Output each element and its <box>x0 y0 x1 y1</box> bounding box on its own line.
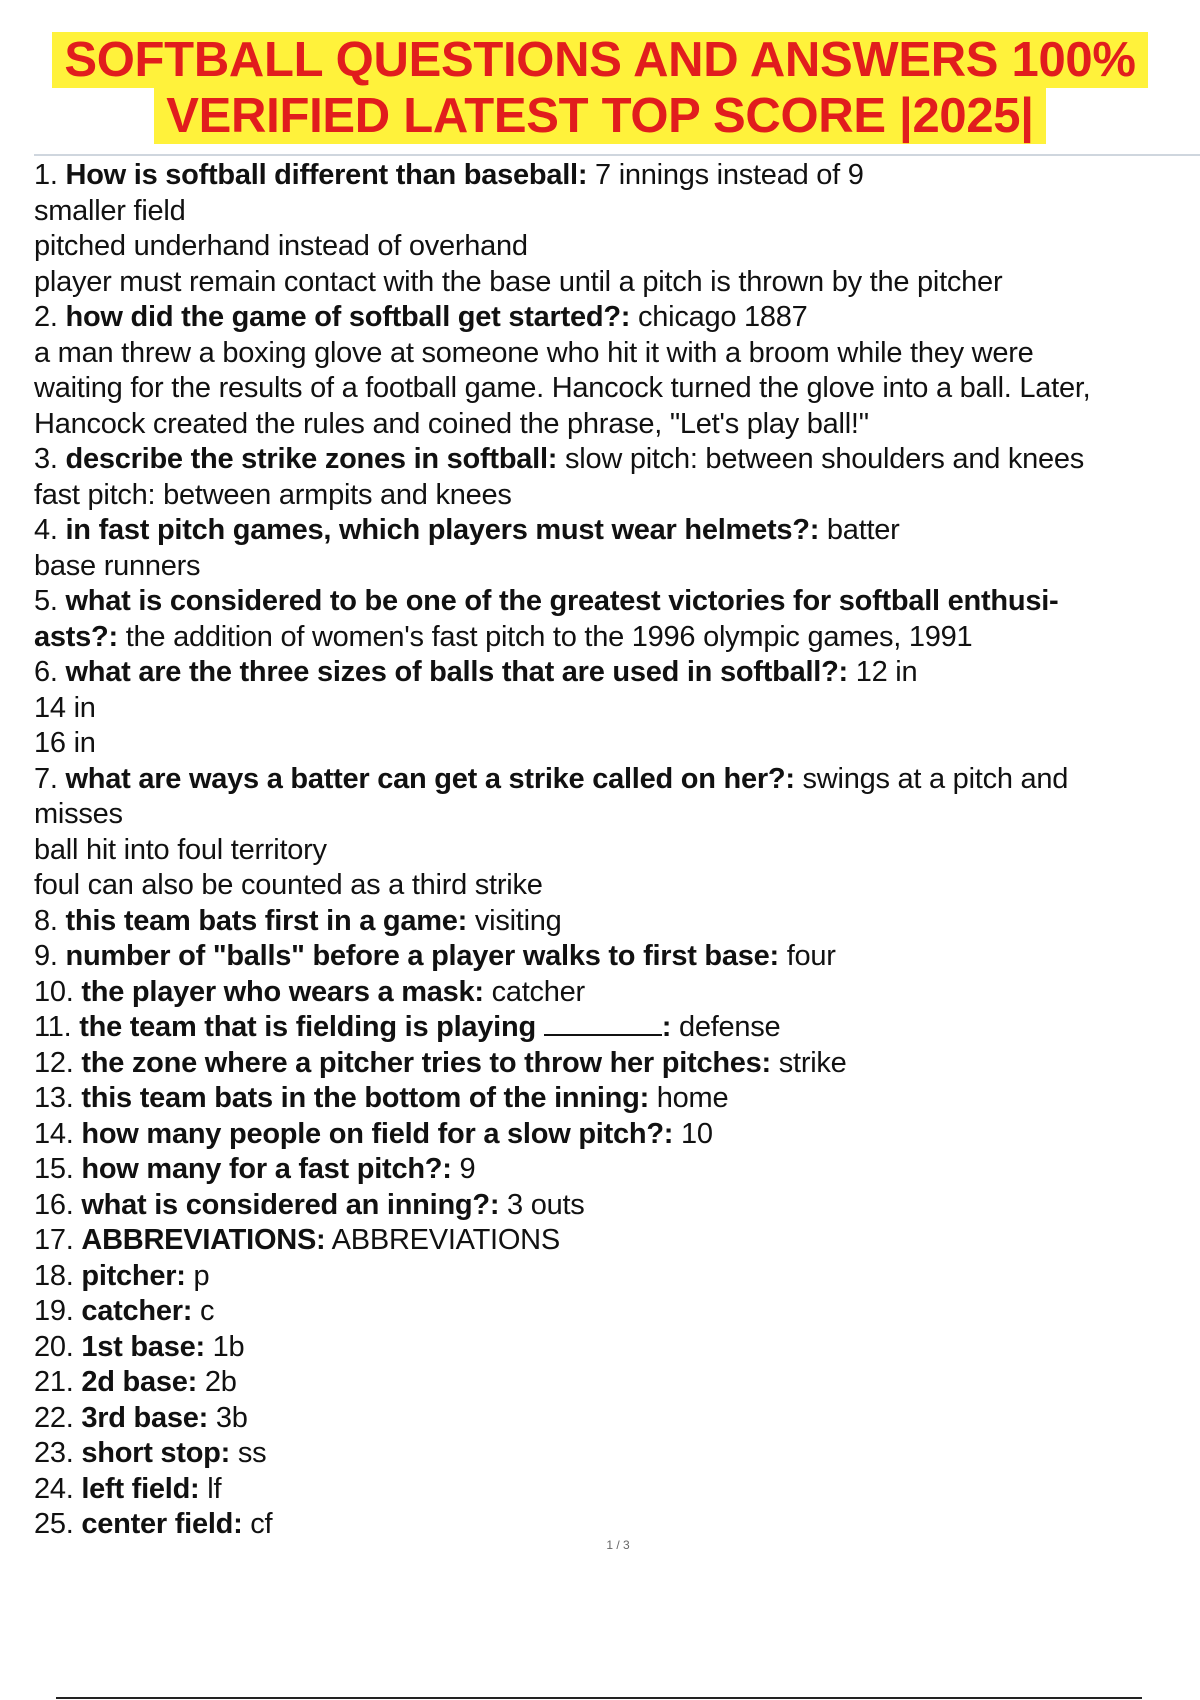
qa-item <box>34 1081 1200 1117</box>
document-title <box>0 32 1200 144</box>
question-text: short stop: <box>81 1437 231 1469</box>
answer-text: smaller field <box>34 194 186 227</box>
answer-text: catcher <box>483 975 585 1008</box>
qa-item <box>34 300 1200 442</box>
item-number: 6. <box>34 656 66 688</box>
item-number: 18. <box>34 1259 82 1292</box>
answer-text: 3b <box>208 1401 248 1434</box>
answer-text: waiting for the results of a football game. Hancock turned the glove into a ball. Later, <box>34 372 1091 404</box>
qa-item <box>34 1046 1200 1082</box>
question-text: 3rd base: <box>81 1401 209 1434</box>
answer-text: chicago 1887 <box>630 301 808 333</box>
qa-item <box>34 158 1200 300</box>
qa-item <box>34 1188 1200 1224</box>
question-answer-list <box>34 158 1200 1543</box>
question-text: what is considered to be one of the greatest victories for softball enthusi- <box>65 585 1059 617</box>
qa-item <box>34 584 1200 655</box>
qa-item <box>34 513 1200 584</box>
question-text: ABBREVIATIONS: <box>81 1224 326 1256</box>
answer-text: 12 in <box>847 656 918 688</box>
answer-text: 1b <box>204 1330 245 1363</box>
item-number: 1. <box>34 159 66 191</box>
answer-text: player must remain contact with the base until a pitch is thrown by the pitcher <box>34 265 1003 298</box>
question-text: left field: <box>81 1472 200 1505</box>
item-number: 16. <box>34 1188 82 1221</box>
answer-text: lf <box>199 1472 222 1505</box>
question-text: catcher: <box>81 1295 193 1327</box>
answer-text: 14 in <box>34 691 96 724</box>
question-text-continued: asts?: <box>34 620 118 653</box>
answer-text: 7 innings instead of 9 <box>587 159 864 191</box>
item-number: 4. <box>34 514 66 546</box>
qa-item <box>34 1401 1200 1437</box>
item-number: 21. <box>34 1366 82 1398</box>
qa-item <box>34 1365 1200 1401</box>
answer-text: ball hit into foul territory <box>34 833 327 866</box>
qa-item <box>34 1436 1200 1472</box>
item-number: 13. <box>34 1082 82 1114</box>
item-number: 14. <box>34 1117 82 1150</box>
answer-text: defense <box>671 1011 781 1043</box>
question-text: describe the strike zones in softball: <box>65 443 558 475</box>
qa-item <box>34 1472 1200 1508</box>
question-text: the player who wears a mask: <box>81 975 484 1008</box>
question-text: how did the game of softball get started?: <box>65 301 631 333</box>
answer-text: Hancock created the rules and coined the phrase, "Let's play ball!" <box>34 407 869 440</box>
question-text: 1st base: <box>81 1330 205 1363</box>
answer-text: strike <box>770 1046 847 1079</box>
title-line-2: VERIFIED LATEST TOP SCORE |2025| <box>154 88 1045 144</box>
answer-text: cf <box>242 1508 273 1540</box>
question-text: center field: <box>81 1508 243 1540</box>
question-text: the team that is fielding is playing <box>79 1011 544 1043</box>
answer-text: the addition of women's fast pitch to the 1996 olympic games, 1991 <box>117 620 973 653</box>
qa-item <box>34 939 1200 975</box>
answer-text: slow pitch: between shoulders and knees <box>557 443 1085 475</box>
item-number: 3. <box>34 443 66 475</box>
question-text: the zone where a pitcher tries to throw her pitches: <box>81 1046 771 1079</box>
answer-text: batter <box>819 514 900 546</box>
answer-text: misses <box>34 798 123 830</box>
item-number: 7. <box>34 762 66 795</box>
answer-text: four <box>778 940 836 972</box>
item-number: 15. <box>34 1153 82 1185</box>
page-bottom-rule <box>56 1697 1142 1699</box>
item-number: 23. <box>34 1437 82 1469</box>
title-line-1: SOFTBALL QUESTIONS AND ANSWERS 100% <box>52 32 1147 88</box>
answer-text: pitched underhand instead of overhand <box>34 230 528 262</box>
question-text: in fast pitch games, which players must wear helmets?: <box>65 514 820 546</box>
qa-item <box>34 1152 1200 1188</box>
item-number: 10. <box>34 975 82 1008</box>
item-number: 25. <box>34 1508 82 1540</box>
question-text: number of "balls" before a player walks to first base: <box>65 940 779 972</box>
item-number: 19. <box>34 1295 82 1327</box>
answer-text: ABBREVIATIONS <box>325 1224 560 1256</box>
answer-text: 9 <box>451 1153 476 1185</box>
item-number: 11. <box>34 1011 80 1043</box>
qa-item <box>34 1223 1200 1259</box>
item-number: 8. <box>34 904 66 937</box>
answer-text: 3 outs <box>499 1188 585 1221</box>
answer-text: a man threw a boxing glove at someone who hit it with a broom while they were <box>34 336 1034 369</box>
qa-item <box>34 975 1200 1011</box>
question-text: what is considered an inning?: <box>81 1188 500 1221</box>
item-number: 9. <box>34 940 66 972</box>
question-text: How is softball different than baseball: <box>65 159 588 191</box>
qa-item <box>34 442 1200 513</box>
question-text: 2d base: <box>81 1366 198 1398</box>
answer-text: 16 in <box>34 727 96 759</box>
item-number: 12. <box>34 1046 82 1079</box>
qa-item <box>34 1330 1200 1366</box>
answer-text: swings at a pitch and <box>794 762 1069 795</box>
qa-item <box>34 1010 1200 1046</box>
qa-item <box>34 1259 1200 1295</box>
question-text: how many for a fast pitch?: <box>81 1153 452 1185</box>
item-number: 17. <box>34 1224 82 1256</box>
question-text: what are ways a batter can get a strike called on her?: <box>65 762 795 795</box>
item-number: 20. <box>34 1330 82 1363</box>
answer-text: foul can also be counted as a third strike <box>34 869 543 901</box>
answer-text: p <box>185 1259 210 1292</box>
answer-text: 10 <box>673 1117 713 1150</box>
question-text: this team bats first in a game: <box>65 904 468 937</box>
qa-item <box>34 1294 1200 1330</box>
title-divider <box>34 154 1200 156</box>
answer-text: base runners <box>34 549 201 582</box>
item-number: 2. <box>34 301 66 333</box>
page-number: 1 / 3 <box>606 1538 630 1552</box>
item-number: 22. <box>34 1401 82 1434</box>
qa-item <box>34 762 1200 904</box>
answer-text: 2b <box>197 1366 237 1398</box>
fill-in-blank <box>544 1033 662 1036</box>
qa-item <box>34 904 1200 940</box>
answer-text: fast pitch: between armpits and knees <box>34 478 512 511</box>
question-colon: : <box>661 1011 672 1043</box>
question-text: this team bats in the bottom of the inning: <box>81 1082 649 1114</box>
answer-text: ss <box>230 1437 267 1469</box>
item-number: 24. <box>34 1472 82 1505</box>
answer-text: home <box>648 1082 729 1114</box>
question-text: what are the three sizes of balls that are used in softball?: <box>65 656 848 688</box>
qa-item <box>34 655 1200 762</box>
question-text: how many people on field for a slow pitch?: <box>81 1117 674 1150</box>
answer-text: visiting <box>467 904 562 937</box>
question-text: pitcher: <box>81 1259 186 1292</box>
item-number: 5. <box>34 585 66 617</box>
answer-text: c <box>192 1295 215 1327</box>
qa-item <box>34 1117 1200 1153</box>
